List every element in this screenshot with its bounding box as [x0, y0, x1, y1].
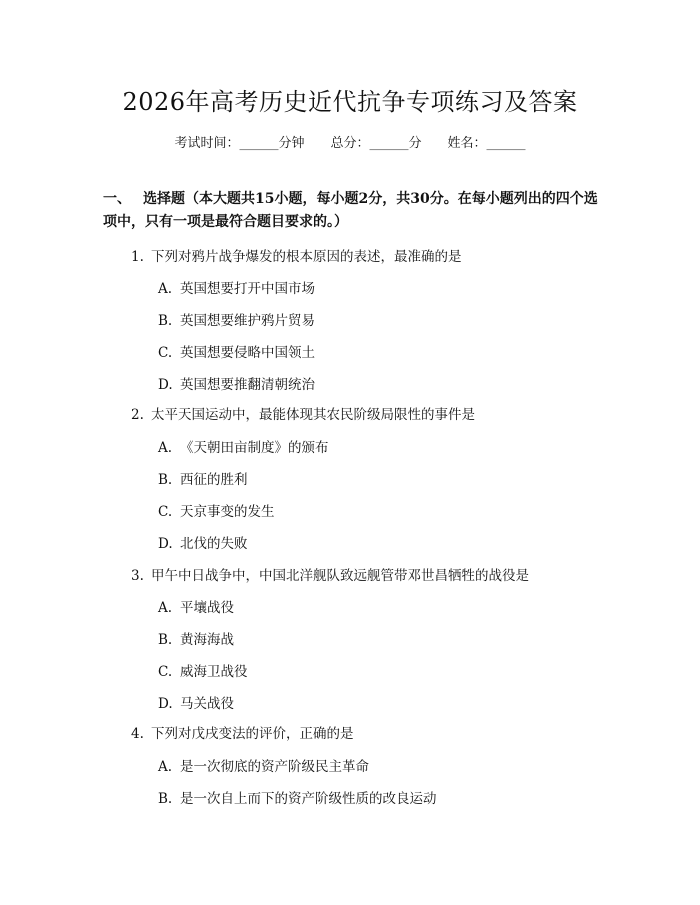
question-number: 4. [131, 726, 144, 742]
question-number: 1. [131, 249, 144, 265]
question-stem: 下列对鸦片战争爆发的根本原因的表述，最准确的是 [151, 249, 462, 265]
section-text: 选择题（本大题共15小题，每小题2分，共30分。在每小题列出的四个选项中，只有一项是最符合题目要求的。） [103, 191, 598, 230]
question-1-option-c [158, 341, 315, 361]
option-letter: A. [158, 281, 173, 297]
option-letter: A. [158, 759, 173, 775]
option-text: 《天朝田亩制度》的颁布 [180, 440, 329, 456]
question-2-option-c [158, 500, 275, 520]
page-title: 2026年高考历史近代抗争专项练习及答案 [122, 88, 578, 116]
question-2 [131, 403, 475, 423]
question-3-option-b [158, 628, 234, 648]
question-2-option-b [158, 468, 248, 488]
section-number: 一、 [103, 191, 131, 207]
option-text: 英国想要推翻清朝统治 [180, 377, 315, 393]
option-text: 马关战役 [180, 696, 234, 712]
option-text: 是一次自上而下的资产阶级性质的改良运动 [180, 791, 437, 807]
option-letter: B. [158, 313, 173, 329]
question-2-option-d [158, 532, 248, 552]
option-text: 英国想要打开中国市场 [180, 281, 315, 297]
option-letter: C. [158, 664, 173, 680]
option-letter: A. [158, 440, 173, 456]
option-text: 西征的胜利 [180, 472, 248, 488]
question-4 [131, 722, 354, 742]
question-stem: 太平天国运动中，最能体现其农民阶级局限性的事件是 [151, 407, 475, 423]
section-heading [103, 188, 603, 234]
option-text: 天京事变的发生 [180, 504, 275, 520]
exam-name: 姓名：______ [447, 136, 526, 151]
option-letter: B. [158, 632, 173, 648]
question-stem: 下列对戊戌变法的评价，正确的是 [151, 726, 354, 742]
option-letter: C. [158, 504, 173, 520]
option-letter: B. [158, 791, 173, 807]
option-text: 英国想要侵略中国领土 [180, 345, 315, 361]
option-text: 平壤战役 [180, 600, 234, 616]
exam-meta [0, 132, 700, 151]
question-1-option-a [158, 277, 315, 297]
question-3 [131, 564, 529, 584]
question-4-option-a [158, 755, 369, 775]
option-text: 英国想要维护鸦片贸易 [180, 313, 315, 329]
option-letter: D. [158, 377, 173, 393]
question-number: 3. [131, 568, 144, 584]
question-1 [131, 245, 462, 265]
question-3-option-d [158, 692, 234, 712]
option-text: 黄海海战 [180, 632, 234, 648]
option-text: 是一次彻底的资产阶级民主革命 [180, 759, 369, 775]
option-letter: C. [158, 345, 173, 361]
exam-time: 考试时间：______分钟 [174, 136, 305, 151]
exam-score: 总分：______分 [330, 136, 422, 151]
question-1-option-b [158, 309, 315, 329]
option-letter: D. [158, 536, 173, 552]
question-3-option-a [158, 596, 234, 616]
option-letter: B. [158, 472, 173, 488]
question-2-option-a [158, 436, 329, 456]
question-stem: 甲午中日战争中，中国北洋舰队致远舰管带邓世昌牺牲的战役是 [151, 568, 529, 584]
option-letter: A. [158, 600, 173, 616]
option-text: 北伐的失败 [180, 536, 248, 552]
question-number: 2. [131, 407, 144, 423]
question-4-option-b [158, 787, 437, 807]
option-letter: D. [158, 696, 173, 712]
question-1-option-d [158, 373, 315, 393]
question-3-option-c [158, 660, 248, 680]
option-text: 威海卫战役 [180, 664, 248, 680]
